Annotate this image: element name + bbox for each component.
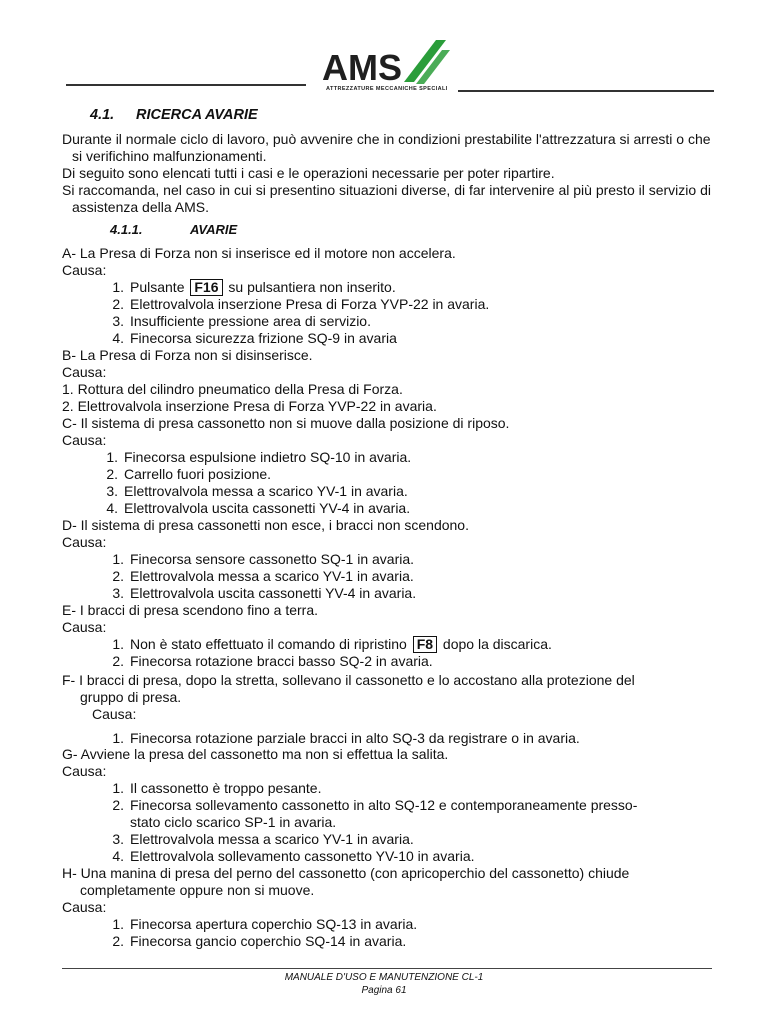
fault-d-cause: Causa: [62,534,107,550]
fault-c-cause: Causa: [62,432,107,448]
fault-d-title: D- Il sistema di presa cassonetti non esce, i bracci non scendono. [62,517,469,533]
header-rule-right [458,90,714,92]
fault-a-title: A- La Presa di Forza non si inserisce ed il motore non accelera. [62,245,456,261]
fault-e-cause: Causa: [62,619,107,635]
fault-b-cause: Causa: [62,364,107,380]
fault-h-title-cont: completamente oppure non si muove. [80,882,315,898]
page-header [0,0,768,100]
fault-b-item-2: 2. Elettrovalvola inserzione Presa di Forza YVP-22 in avaria. [62,398,437,414]
fault-e-title: E- I bracci di presa scendono fino a terra. [62,602,319,618]
fault-c-item-3: 3. Elettrovalvola messa a scarico YV-1 in avaria. [106,483,408,499]
fault-h-item-2: 2. Finecorsa gancio coperchio SQ-14 in avaria. [112,933,407,949]
fault-g-cause: Causa: [62,763,107,779]
footer-rule [62,968,712,969]
fault-d-item-1: 1. Finecorsa sensore cassonetto SQ-1 in avaria. [112,551,415,567]
subsection-heading [110,222,237,237]
fault-a-cause: Causa: [62,262,107,278]
fault-e-item-2: 2. Finecorsa rotazione bracci basso SQ-2 in avaria. [112,653,433,669]
key-f16: F16 [190,279,222,296]
fault-c-title: C- Il sistema di presa cassonetto non si muove dalla posizione di riposo. [62,415,510,431]
fault-c-item-2: 2. Carrello fuori posizione. [106,466,272,482]
fault-a-item-1: 1. Pulsante F16 su pulsantiera non inserito. [112,279,396,295]
fault-c-item-4: 4. Elettrovalvola uscita cassonetti YV-4 in avaria. [106,500,411,516]
fault-h-cause: Causa: [62,899,107,915]
fault-e-item-1: 1. Non è stato effettuato il comando di ripristino F8 dopo la discarica. [112,636,552,652]
fault-c-item-1: 1. Finecorsa espulsione indietro SQ-10 in avaria. [106,449,412,465]
fault-b-title: B- La Presa di Forza non si disinserisce. [62,347,313,363]
header-rule-left [66,84,306,86]
intro-paragraph-1: Durante il normale ciclo di lavoro, può avvenire che in condizioni prestabilite l'attrezzatura si arresti o che si verifichino malfunzionamenti. [62,131,711,164]
fault-f-title: F- I bracci di presa, dopo la stretta, sollevano il cassonetto e lo accostano alla protezione del [62,672,635,688]
footer-page-number: Pagina 61 [361,985,407,996]
fault-h-title: H- Una manina di presa del perno del cassonetto (con apricoperchio del cassonetto) chiude [62,865,630,881]
fault-g-item-3: 3. Elettrovalvola messa a scarico YV-1 in avaria. [112,831,414,847]
fault-f-item-1: 1. Finecorsa rotazione parziale bracci in alto SQ-3 da registrare o in avaria. [112,730,580,746]
fault-d-item-3: 3. Elettrovalvola uscita cassonetti YV-4 in avaria. [112,585,417,601]
subsection-number: 4.1.1. [110,222,143,237]
fault-h-item-1: 1. Finecorsa apertura coperchio SQ-13 in avaria. [112,916,418,932]
fault-f-cause: Causa: [92,706,137,722]
key-f8: F8 [413,636,437,653]
section-heading [90,107,258,123]
fault-f-title-cont: gruppo di presa. [80,689,182,705]
fault-a-item-2: 2. Elettrovalvola inserzione Presa di Forza YVP-22 in avaria. [112,296,490,312]
fault-g-item-4: 4. Elettrovalvola sollevamento cassonetto YV-10 in avaria. [112,848,475,864]
section-title: RICERCA AVARIE [136,107,258,123]
subsection-title: AVARIE [190,222,238,237]
fault-g-item-2-cont: stato ciclo scarico SP-1 in avaria. [130,814,337,830]
intro-paragraph-3: Si raccomanda, nel caso in cui si presentino situazioni diverse, di far intervenire al più presto il servizio di assistenza della AMS. [62,182,711,215]
fault-d-item-2: 2. Elettrovalvola messa a scarico YV-1 in avaria. [112,568,414,584]
footer-manual-title: MANUALE D'USO E MANUTENZIONE CL-1 [284,972,484,983]
fault-g-item-1: 1. Il cassonetto è troppo pesante. [112,780,322,796]
logo-subtitle: ATTREZZATURE MECCANICHE SPECIALI [326,86,448,92]
section-number: 4.1. [90,107,115,123]
fault-b-item-1: 1. Rottura del cilindro pneumatico della Presa di Forza. [62,381,403,397]
fault-g-title: G- Avviene la presa del cassonetto ma non si effettua la salita. [62,746,449,762]
fault-a-item-3: 3. Insufficiente pressione area di servizio. [112,313,371,329]
intro-paragraph-2: Di seguito sono elencati tutti i casi e le operazioni necessarie per poter ripartire. [62,165,555,181]
fault-a-item-4: 4. Finecorsa sicurezza frizione SQ-9 in avaria [112,330,397,346]
fault-g-item-2: 2. Finecorsa sollevamento cassonetto in alto SQ-12 e contemporaneamente presso- [112,797,638,813]
logo-text: AMS [322,47,402,88]
